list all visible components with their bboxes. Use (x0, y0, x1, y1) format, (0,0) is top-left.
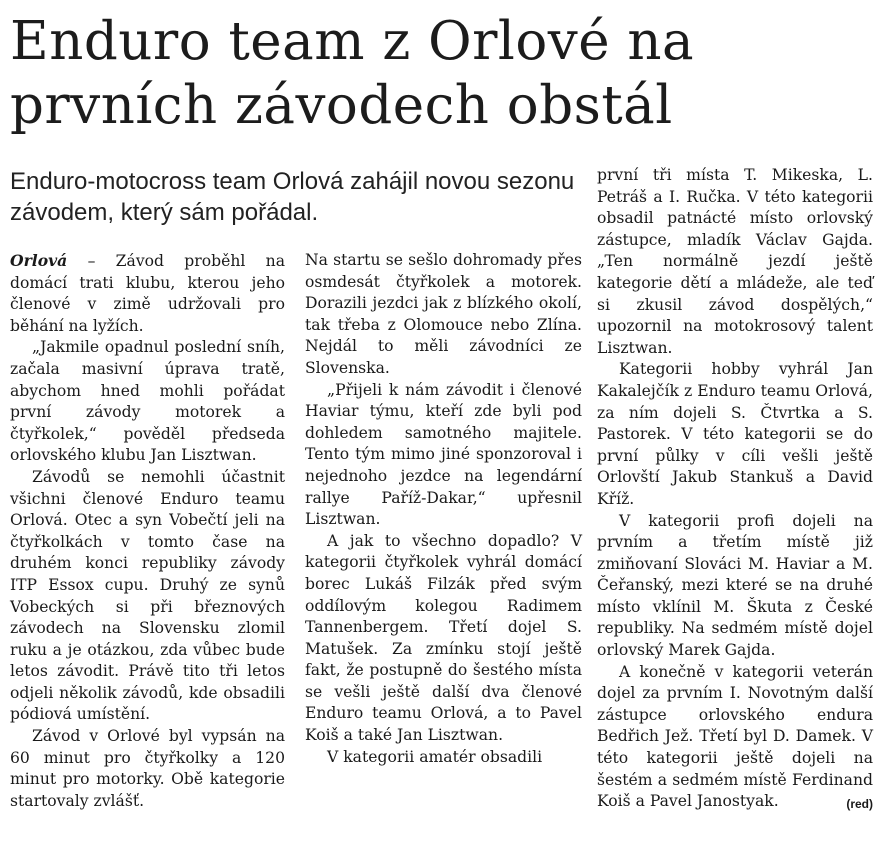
paragraph: první tři místa T. Mikeska, L. Petráš a I. Ručka. V této kategorii obsadil patnácté místo orlovský zástupce, mladík Václav Gajda. „Ten normálně jezdí ještě kategorie dětí a mládeže, ale teď si zkusil závod dospělých,“ upozornil na motokrosový talent Lisztwan. (597, 166, 873, 357)
article-column-1 (10, 250, 285, 812)
paragraph-text: A konečně v kategorii veterán dojel za prvním I. Novotným další zástupce orlovského endura Bedřich Jež. Třetí byl D. Damek. V této kategorii ještě dojeli na šestém a sedmém místě Ferdinand Koiš a Pavel Janostyak. (597, 662, 873, 811)
subheadline: Enduro-motocross team Orlová zahájil novou sezonu závodem, který sám pořádal. (10, 168, 575, 226)
paragraph (10, 250, 285, 337)
paragraph: „Jakmile opadnul poslední sníh, začala masivní úprava tratě, abychom hned mohli pořádat první závody motorek a čtyřkolek,“ pověděl předseda orlovského klubu Jan Lisztwan. (10, 338, 285, 465)
article-column-3 (597, 165, 873, 816)
author-signature: (red) (846, 797, 873, 812)
paragraph: Na startu se sešlo dohromady přes osmdesát čtyřkolek a motorek. Dorazili jezdci jak z blízkého okolí, tak třeba z Olomouce nebo Zlína. Nejdál to měli závodníci ze Slovenska. (305, 251, 582, 377)
headline: Enduro team z Orlové na prvních závodech obstál (10, 11, 695, 136)
paragraph: Závod v Orlové byl vypsán na 60 minut pro čtyřkolky a 120 minut pro motorky. Obě kategorie startovaly zvlášť. (10, 727, 285, 810)
paragraph: V kategorii profi dojeli na prvním a třetím místě již zmiňovaní Slováci M. Haviar a M. Čeřanský, mezi které se na druhé místo vklínil M. Škuta z České republiky. Na sedmém místě dojel orlovský Marek Gajda. (597, 511, 873, 660)
paragraph: A jak to všechno dopadlo? V kategorii čtyřkolek vyhrál domácí borec Lukáš Filzák před svým oddílovým kolegou Radimem Tannenbergem. Třetí dojel S. Matušek. Za zmínku stojí ještě fakt, že postupně do šestého místa se vešli ještě další dva členové Enduro teamu Orlová, a to Pavel Koiš a také Jan Lisztwan. (305, 531, 582, 745)
paragraph: Kategorii hobby vyhrál Jan Kakalejčík z Enduro teamu Orlová, za ním dojeli S. Čtvrtka a S. Pastorek. V této kategorii se do první půlky v cíli vešli ještě Orlovští Jakub Stankuš a David Kříž. (597, 360, 873, 508)
article-column-2 (305, 250, 582, 768)
paragraph: Závodů se nemohli účastnit všichni členové Enduro teamu Orlová. Otec a syn Vobečtí jeli na čtyřkolkách v tomto čase na druhém konci republiky závody ITP Essox cupu. Druhý ze synů Vobeckých si při březnových závodech na Slovensku zlomil ruku a je otázkou, zda vůbec bude letos závodit. Právě tito tři letos odjeli několik závodů, kde obsadili pódiová umístění. (10, 467, 285, 724)
paragraph: „Přijeli k nám závodit i členové Haviar týmu, kteří zde byli pod dohledem samotného majitele. Tento tým mimo jiné sponzoroval i nejednoho jezdce na legendární rallye Paříž-Dakar,“ upřesnil Lisztwan. (305, 380, 582, 529)
dateline: Orlová (10, 251, 68, 270)
paragraph: V kategorii amatér obsadili (327, 747, 543, 766)
paragraph-text: – Závod proběhl na domácí trati klubu, kterou jeho členové v zimě udržovali pro běhání na lyžích. (10, 252, 285, 335)
paragraph (597, 662, 873, 813)
